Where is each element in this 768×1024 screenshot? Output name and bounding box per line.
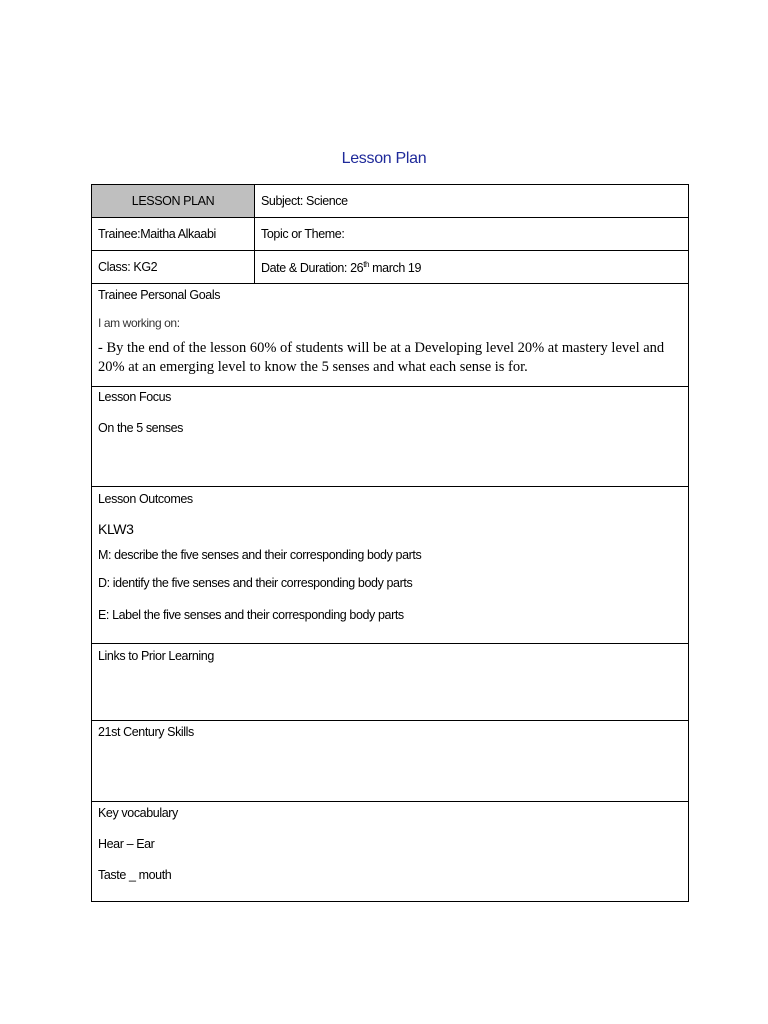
- class-text: Class: KG2: [98, 260, 158, 274]
- trainee-text: Trainee:Maitha Alkaabi: [98, 227, 216, 241]
- skills-heading: 21st Century Skills: [98, 725, 194, 739]
- vocabulary-section: [92, 802, 689, 902]
- personal-goal-text: - By the end of the lesson 60% of students will be at a Developing level 20% at mastery level and 20% at an emerging level to know the 5 senses and what each sense is for.: [98, 340, 665, 375]
- lesson-plan-header-cell: [92, 185, 255, 218]
- table-row: [92, 387, 689, 487]
- outcome-m-label: M: [98, 548, 109, 562]
- subject-text: Subject: Science: [261, 194, 348, 208]
- outcome-emerging: E: Label the five senses and their corresponding body parts: [98, 608, 404, 622]
- prior-learning-section: [92, 644, 689, 721]
- trainee-cell: [92, 218, 255, 251]
- lesson-outcomes-heading: Lesson Outcomes: [98, 492, 193, 506]
- outcome-d-text: : identify the five senses and their corresponding body parts: [106, 576, 413, 590]
- table-row: [92, 218, 689, 251]
- date-cell: [255, 251, 689, 284]
- working-on-text: I am working on:: [98, 316, 180, 330]
- date-prefix: Date & Duration: 26: [261, 261, 364, 276]
- outcome-developing: [98, 576, 682, 590]
- personal-goals-section: [92, 284, 689, 387]
- table-row: [92, 251, 689, 284]
- outcome-m-text: : describe the five senses and their corresponding body parts: [108, 548, 422, 562]
- outcome-code: KLW3: [98, 521, 134, 537]
- vocabulary-item: Taste _ mouth: [98, 868, 172, 882]
- date-suffix: march 19: [369, 261, 422, 276]
- date-ordinal: th: [363, 260, 370, 269]
- table-row: [92, 721, 689, 802]
- personal-goals-heading: Trainee Personal Goals: [98, 288, 221, 302]
- lesson-focus-section: [92, 387, 689, 487]
- vocabulary-item: Hear – Ear: [98, 837, 155, 851]
- topic-cell: [255, 218, 689, 251]
- topic-text: Topic or Theme:: [261, 227, 345, 241]
- table-row: [92, 802, 689, 902]
- lesson-focus-heading: Lesson Focus: [98, 390, 172, 404]
- lesson-plan-label: LESSON PLAN: [131, 194, 215, 208]
- table-row: [92, 644, 689, 721]
- skills-section: [92, 721, 689, 802]
- subject-cell: [255, 185, 689, 218]
- page-title: Lesson Plan: [341, 150, 427, 167]
- table-row: [92, 487, 689, 644]
- lesson-focus-text: On the 5 senses: [98, 421, 184, 435]
- outcome-mastery: [98, 548, 682, 562]
- table-row: [92, 284, 689, 387]
- vocabulary-heading: Key vocabulary: [98, 806, 178, 820]
- table-row: [92, 185, 689, 218]
- lesson-plan-table: [91, 184, 689, 902]
- prior-learning-heading: Links to Prior Learning: [98, 649, 214, 663]
- lesson-outcomes-section: [92, 487, 689, 644]
- date-duration-text: [261, 251, 682, 275]
- class-cell: [92, 251, 255, 284]
- outcome-d-label: D: [98, 576, 107, 590]
